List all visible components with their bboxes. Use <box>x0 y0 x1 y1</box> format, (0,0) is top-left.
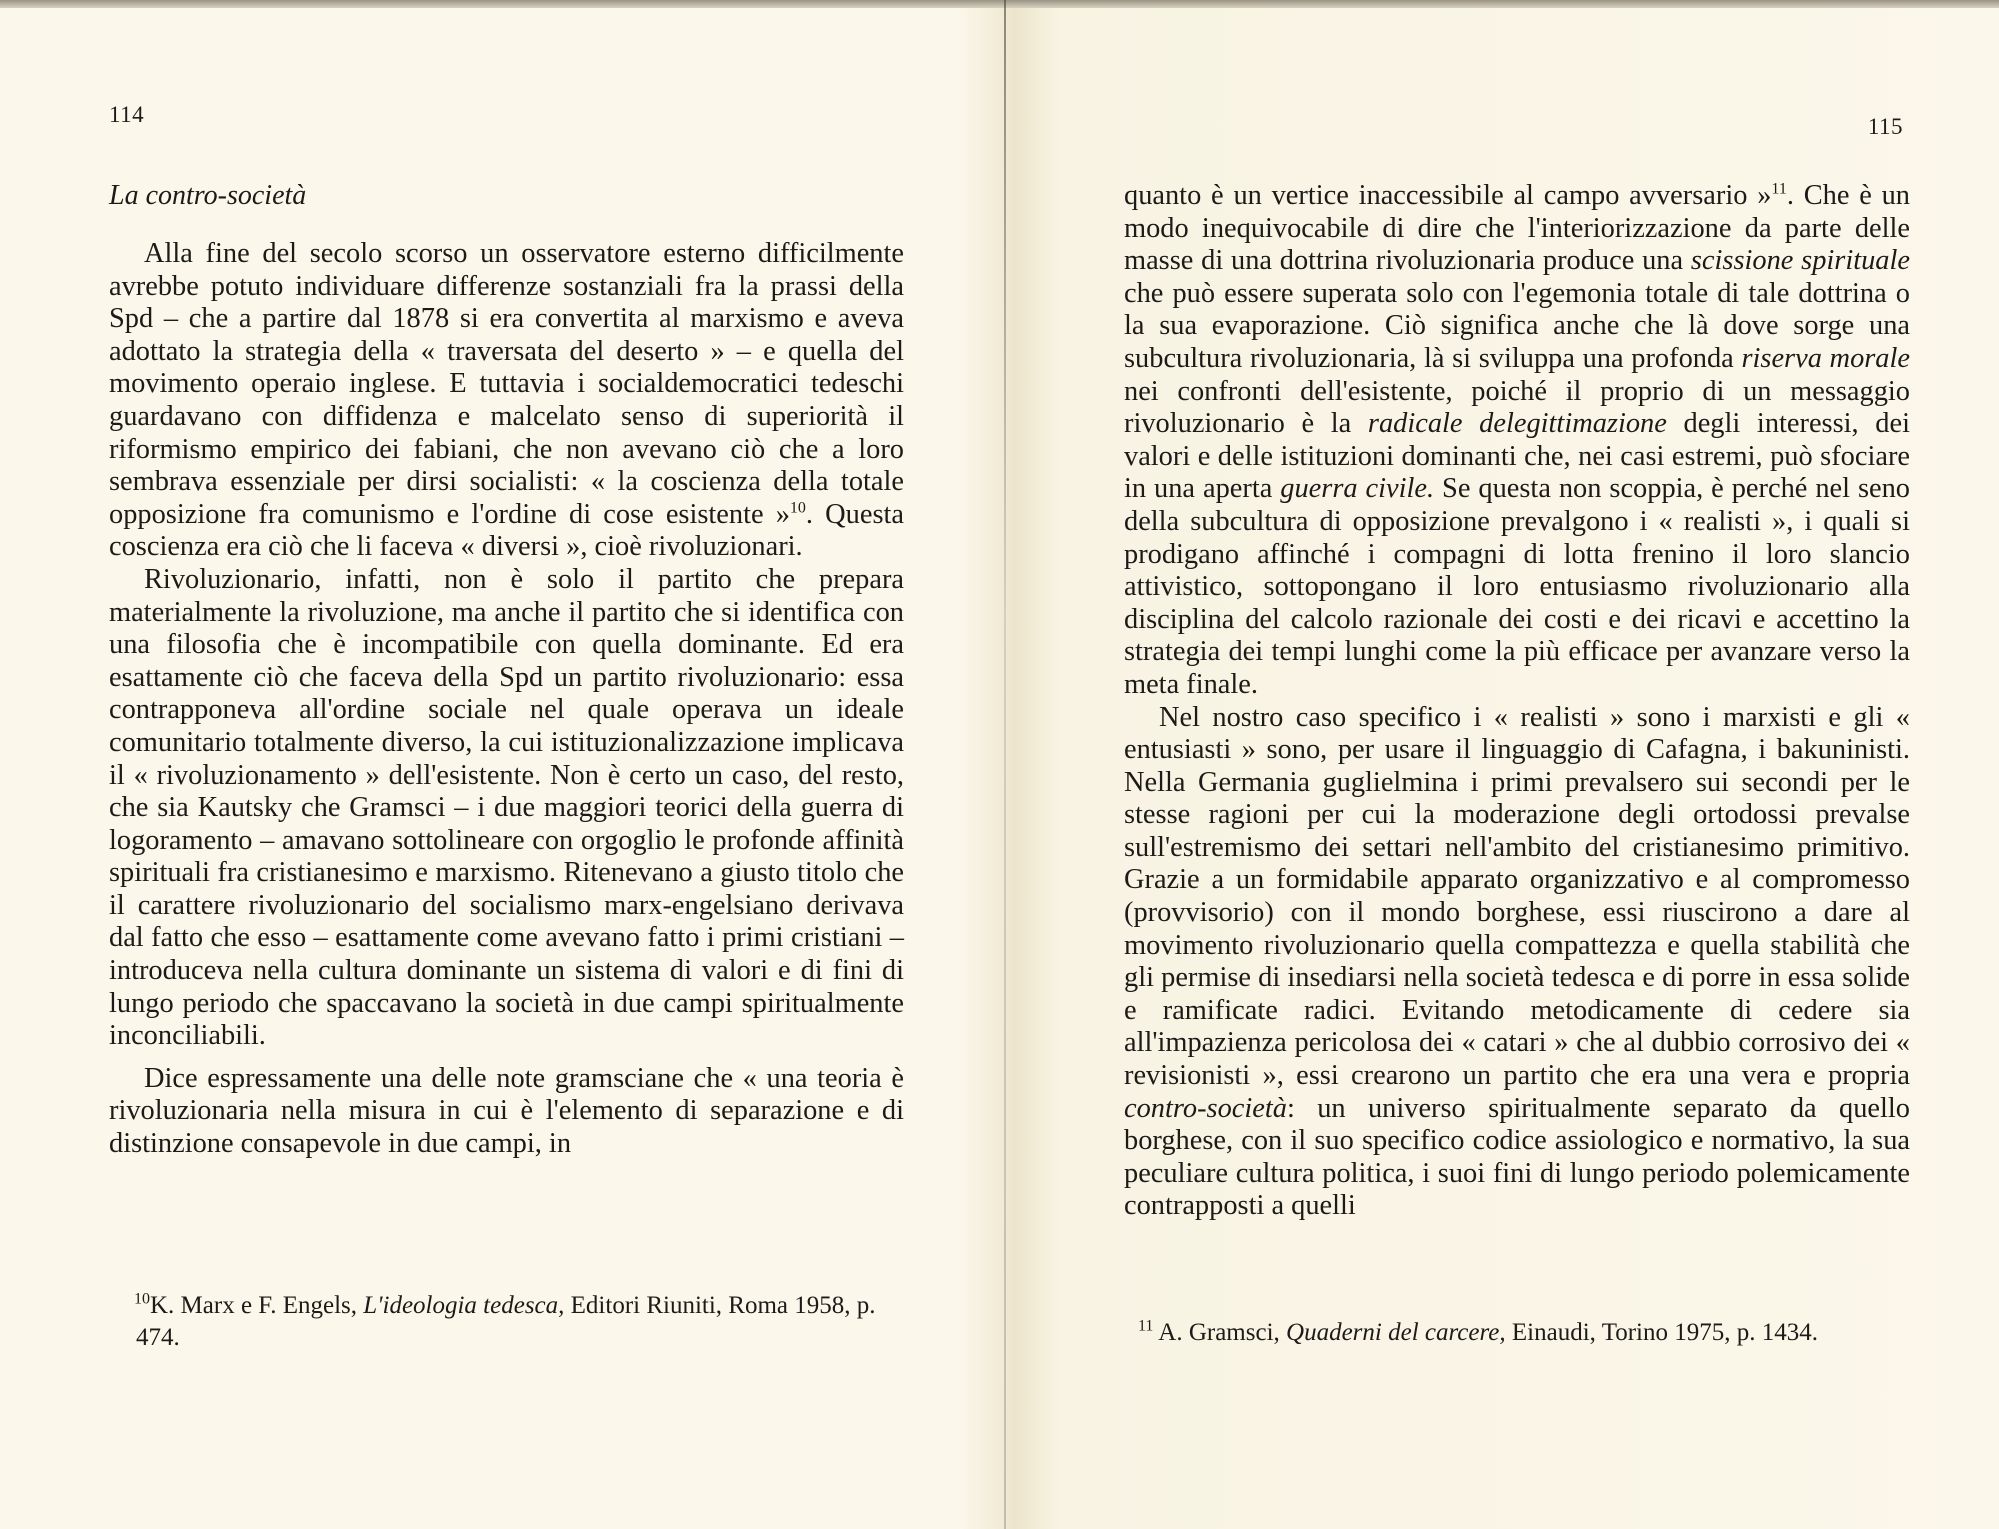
paragraph-text: quanto è un vertice inaccessibile al campo avversario » <box>1124 180 1772 211</box>
footnote-reference: 10 <box>789 499 806 517</box>
paragraph-text: : un universo spiritualmente separato da quello borghese, con il suo specifico codice assiologico e normativo, la sua peculiare cultura politica, i suoi fini di lungo periodo polemicamente contrapposti a quelli <box>1124 1092 1910 1222</box>
paragraph-text: . Che è un modo inequivocabile di dire che l'interiorizzazione da parte delle masse di una dottrina rivoluzionaria produce una <box>1124 180 1910 277</box>
paragraph-text: Se questa non scoppia, è perché nel seno della subcultura di opposizione prevalgono i « realisti », i quali si prodigano affinché i compagni di lotta frenino il loro slancio attivistico, sottopongano il loro entusiasmo rivoluzionario alla disciplina del calcolo razionale dei costi e dei ricavi e accettino la strategia dei tempi lunghi come la più efficace per avanzare verso la meta finale. <box>1124 473 1910 700</box>
paragraph: Rivoluzionario, infatti, non è solo il partito che prepara materialmente la rivoluzione, ma anche il partito che si identifica con una filosofia che è incompatibile con quella dominante. Ed era esattamente ciò che faceva della Spd un partito rivoluzionario: essa contrapponeva all'ordine sociale nel quale operava un ideale comunitario totalmente diverso, la cui istituzionalizzazione implicava il « rivoluzionamento » dell'esistente. Non è certo un caso, del resto, che sia Kautsky che Gramsci – i due maggiori teorici della guerra di logoramento – amavano sottolineare con orgoglio le profonde affinità spirituali fra cristianesimo e marxismo. Ritenevano a giusto titolo che il carattere rivoluzionario del socialismo marx-engelsiano derivava dal fatto che esso – esattamente come avevano fatto i primi cristiani – introduceva nella cultura dominante un sistema di valori e di fini di lungo periodo che spaccavano la società in due campi spiritualmente inconciliabili. <box>109 563 904 1052</box>
section-title: La contro-società <box>109 180 307 211</box>
footnote-number: 11 <box>1138 1317 1154 1335</box>
footnote-title: L'ideologia tedesca, <box>363 1292 565 1319</box>
footnote-text: A. Gramsci, <box>1158 1319 1287 1346</box>
emphasis: contro-società <box>1124 1092 1287 1124</box>
paragraph <box>109 238 904 564</box>
footnote-title: Quaderni del carcere, <box>1286 1319 1506 1346</box>
paragraph-text: degli interessi, dei valori e delle istituzioni dominanti che, nei casi estremi, può sfociare in una aperta <box>1124 408 1910 505</box>
paragraph-text: . Questa coscienza era ciò che li faceva « diversi », cioè rivoluzionari. <box>109 498 904 563</box>
page-number: 115 <box>1867 114 1903 139</box>
emphasis: scissione spirituale <box>1690 245 1910 277</box>
footnote <box>1138 1317 1918 1349</box>
footnote-number: 10 <box>134 1290 150 1308</box>
paragraph-text: che può essere superata solo con l'egemonia totale di tale dottrina o la sua evaporazione. Ciò significa anche che là dove sorge una subcultura rivoluzionaria, là si sviluppa una profonda <box>1124 277 1910 374</box>
paragraph-text: Nel nostro caso specifico i « realisti » sono i marxisti e gli « entusiasti » sono, per usare il linguaggio di Cafagna, i bakuninisti. Nella Germania guglielmina i primi prevalsero sui secondi per le stesse ragioni per cui la moderazione degli ortodossi prevalse sull'estremismo dei settari nell'ambito del cristianesimo primitivo. Grazie a un formidabile apparato organizzativo e al compromesso (provvisorio) con il mondo borghese, essi riuscirono a dare al movimento rivoluzionario quella compattezza e quella stabilità che gli permise di insediarsi nella società tedesca e di porre in essa solide e ramificate radici. Evitando metodicamente di cedere sia all'impazienza pericolosa dei « catari » che al dubbio corrosivo dei « revisionisti », essi crearono un partito che era una vera e propria <box>1124 701 1910 1092</box>
footnote <box>136 1290 906 1354</box>
emphasis: radicale delegittimazione <box>1367 408 1667 440</box>
footnote-reference: 11 <box>1771 180 1787 198</box>
body-text <box>1124 180 1910 1223</box>
body-text <box>109 238 904 1161</box>
paragraph-text: nei confronti dell'esistente, poiché il proprio di un messaggio rivoluzionario è la <box>1124 375 1910 440</box>
footnote-text: Editori Riuniti, Roma 1958, p. 474. <box>136 1292 876 1351</box>
paragraph <box>1124 702 1910 1224</box>
paragraph <box>1124 180 1910 702</box>
emphasis: guerra civile. <box>1280 473 1435 505</box>
footnote-text: Einaudi, Torino 1975, p. 1434. <box>1505 1319 1818 1346</box>
emphasis: riserva morale <box>1741 342 1910 374</box>
paragraph-text: Alla fine del secolo scorso un osservatore esterno difficilmente avrebbe potuto individuare differenze sostanziali fra la prassi della Spd – che a partire dal 1878 si era convertita al marxismo e aveva adottato la strategia della « traversata del deserto » – e quella del movimento operaio inglese. E tuttavia i socialdemocratici tedeschi guardavano con diffidenza e malcelato senso di superiorità il riformismo empirico dei fabiani, che non avevano ciò che a loro sembrava essenziale per dirsi socialisti: « la coscienza della totale opposizione fra comunismo e l'ordine di cose esistente » <box>109 238 904 530</box>
footnote-text: K. Marx e F. Engels, <box>150 1292 364 1319</box>
paragraph: Dice espressamente una delle note gramsciane che « una teoria è rivoluzionaria nella misura in cui è l'elemento di separazione e di distinzione consapevole in due campi, in <box>109 1062 904 1160</box>
page-number: 114 <box>109 102 145 127</box>
right-page <box>1006 0 1999 1529</box>
